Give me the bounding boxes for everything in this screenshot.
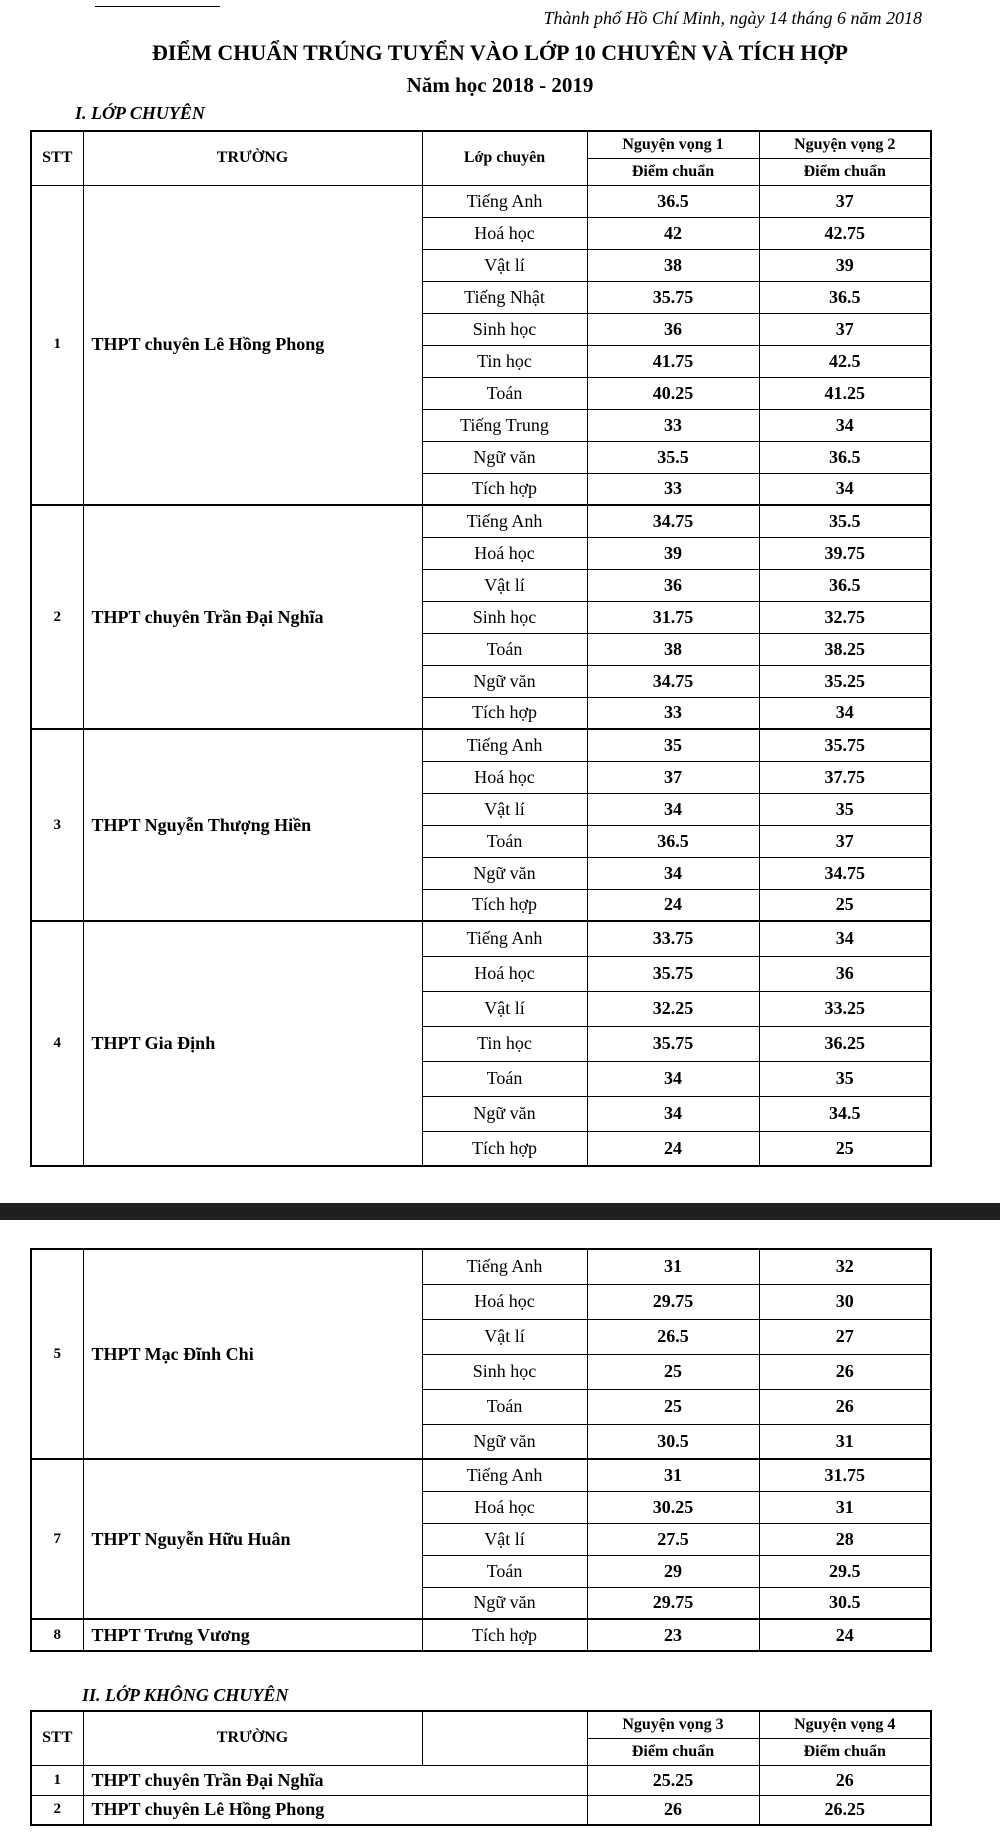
- class-name: Tiếng Anh: [422, 505, 587, 537]
- score-nv2: 25: [759, 889, 931, 921]
- col-nv4-header: Nguyện vọng 4: [759, 1711, 931, 1738]
- class-name: Sinh học: [422, 313, 587, 345]
- school-name: THPT Gia Định: [83, 921, 422, 1166]
- class-name: Tích hợp: [422, 1619, 587, 1651]
- school-name: THPT Nguyễn Thượng Hiền: [83, 729, 422, 921]
- score-nv2: 36: [759, 956, 931, 991]
- score-nv1: 36.5: [587, 185, 759, 217]
- score-nv2: 37: [759, 825, 931, 857]
- score-nv2: 27: [759, 1319, 931, 1354]
- class-name: Sinh học: [422, 601, 587, 633]
- score-nv2: 25: [759, 1131, 931, 1166]
- score-nv2: 26: [759, 1389, 931, 1424]
- school-stt: 2: [31, 1795, 83, 1825]
- class-name: Toán: [422, 1389, 587, 1424]
- class-name: Tiếng Anh: [422, 1459, 587, 1491]
- score-nv1: 35.75: [587, 281, 759, 313]
- score-nv1: 39: [587, 537, 759, 569]
- score-nv2: 34: [759, 473, 931, 505]
- class-name: Tiếng Anh: [422, 729, 587, 761]
- table-lop-chuyen-continued: [30, 1248, 932, 1652]
- table-body-page-2: [31, 1249, 931, 1651]
- class-name: Tiếng Anh: [422, 921, 587, 956]
- col-nv3-score-header: Điểm chuẩn: [587, 1738, 759, 1765]
- score-nv2: 34.75: [759, 857, 931, 889]
- score-nv2: 35: [759, 793, 931, 825]
- score-nv1: 30.25: [587, 1491, 759, 1523]
- table-row: [31, 921, 931, 956]
- score-nv1: 34: [587, 793, 759, 825]
- class-name: Toán: [422, 825, 587, 857]
- class-name: Tích hợp: [422, 1131, 587, 1166]
- score-nv2: 41.25: [759, 377, 931, 409]
- score-nv2: 35.5: [759, 505, 931, 537]
- col-nv2-header: Nguyện vọng 2: [759, 131, 931, 158]
- score-nv3: 26: [587, 1795, 759, 1825]
- score-nv2: 35.25: [759, 665, 931, 697]
- class-name: Hoá học: [422, 1491, 587, 1523]
- class-name: Ngữ văn: [422, 1096, 587, 1131]
- score-nv2: 36.5: [759, 281, 931, 313]
- school-name: THPT chuyên Lê Hồng Phong: [83, 185, 422, 505]
- class-name: Tiếng Trung: [422, 409, 587, 441]
- school-name: THPT Mạc Đĩnh Chi: [83, 1249, 422, 1459]
- score-nv2: 32: [759, 1249, 931, 1284]
- class-name: Hoá học: [422, 956, 587, 991]
- table-row: [31, 1619, 931, 1651]
- score-nv1: 29.75: [587, 1284, 759, 1319]
- score-nv1: 23: [587, 1619, 759, 1651]
- school-name: THPT Nguyễn Hữu Huân: [83, 1459, 422, 1619]
- score-nv1: 35.75: [587, 956, 759, 991]
- document-title: ĐIỂM CHUẨN TRÚNG TUYỂN VÀO LỚP 10 CHUYÊN VÀ TÍCH HỢP: [152, 40, 848, 65]
- score-nv1: 29.75: [587, 1587, 759, 1619]
- score-nv1: 35.75: [587, 1026, 759, 1061]
- class-name: Vật lí: [422, 1523, 587, 1555]
- class-name: Toán: [422, 1061, 587, 1096]
- score-nv2: 35: [759, 1061, 931, 1096]
- score-nv2: 38.25: [759, 633, 931, 665]
- score-nv2: 32.75: [759, 601, 931, 633]
- class-name: Ngữ văn: [422, 1587, 587, 1619]
- school-stt: 2: [31, 505, 83, 729]
- score-nv2: 37: [759, 313, 931, 345]
- score-nv1: 36: [587, 313, 759, 345]
- score-nv2: 39.75: [759, 537, 931, 569]
- school-name: THPT Trưng Vương: [83, 1619, 422, 1651]
- class-name: Toán: [422, 1555, 587, 1587]
- page-separator: [0, 1203, 1000, 1220]
- class-name: Tin học: [422, 345, 587, 377]
- score-nv3: 25.25: [587, 1765, 759, 1795]
- score-nv1: 30.5: [587, 1424, 759, 1459]
- col-nv3-header: Nguyện vọng 3: [587, 1711, 759, 1738]
- score-nv2: 36.5: [759, 569, 931, 601]
- class-name: Ngữ văn: [422, 1424, 587, 1459]
- score-nv2: 37.75: [759, 761, 931, 793]
- score-nv1: 42: [587, 217, 759, 249]
- score-nv2: 31.75: [759, 1459, 931, 1491]
- class-name: Vật lí: [422, 569, 587, 601]
- score-nv1: 35: [587, 729, 759, 761]
- score-nv2: 37: [759, 185, 931, 217]
- score-nv1: 32.25: [587, 991, 759, 1026]
- score-nv2: 30.5: [759, 1587, 931, 1619]
- score-nv1: 40.25: [587, 377, 759, 409]
- score-nv1: 25: [587, 1354, 759, 1389]
- score-nv1: 31: [587, 1459, 759, 1491]
- table-row: [31, 729, 931, 761]
- score-nv2: 34.5: [759, 1096, 931, 1131]
- score-nv4: 26: [759, 1765, 931, 1795]
- score-nv1: 35.5: [587, 441, 759, 473]
- class-name: Tích hợp: [422, 697, 587, 729]
- class-name: Hoá học: [422, 537, 587, 569]
- class-name: Hoá học: [422, 1284, 587, 1319]
- score-nv2: 30: [759, 1284, 931, 1319]
- score-nv1: 38: [587, 633, 759, 665]
- score-nv1: 36: [587, 569, 759, 601]
- score-nv2: 28: [759, 1523, 931, 1555]
- page-2: [0, 1220, 1000, 1840]
- class-name: Ngữ văn: [422, 665, 587, 697]
- class-name: Tích hợp: [422, 889, 587, 921]
- table-row: [31, 505, 931, 537]
- score-nv1: 31: [587, 1249, 759, 1284]
- section-1-heading: I. LỚP CHUYÊN: [75, 103, 205, 123]
- table-body-page-1: [31, 185, 931, 1166]
- table-lop-chuyen: [30, 130, 932, 1167]
- score-nv2: 34: [759, 409, 931, 441]
- col-nv1-score-header: Điểm chuẩn: [587, 158, 759, 185]
- score-nv4: 26.25: [759, 1795, 931, 1825]
- score-nv2: 39: [759, 249, 931, 281]
- score-nv1: 27.5: [587, 1523, 759, 1555]
- score-nv1: 29: [587, 1555, 759, 1587]
- score-nv2: 42.5: [759, 345, 931, 377]
- score-nv1: 33.75: [587, 921, 759, 956]
- score-nv2: 35.75: [759, 729, 931, 761]
- table-body-khong-chuyen: [31, 1765, 931, 1825]
- score-nv1: 33: [587, 473, 759, 505]
- school-stt: 8: [31, 1619, 83, 1651]
- class-name: Tích hợp: [422, 473, 587, 505]
- school-stt: 7: [31, 1459, 83, 1619]
- date-line: Thành phố Hồ Chí Minh, ngày 14 tháng 6 năm 2018: [543, 8, 922, 28]
- table-row: [31, 1249, 931, 1284]
- school-stt: 3: [31, 729, 83, 921]
- score-nv1: 33: [587, 409, 759, 441]
- col-nv2-score-header: Điểm chuẩn: [759, 158, 931, 185]
- score-nv1: 36.5: [587, 825, 759, 857]
- score-nv1: 24: [587, 889, 759, 921]
- score-nv1: 34: [587, 1096, 759, 1131]
- score-nv1: 37: [587, 761, 759, 793]
- table-row: [31, 1795, 931, 1825]
- section-2-heading: II. LỚP KHÔNG CHUYÊN: [82, 1685, 289, 1705]
- school-stt: 1: [31, 1765, 83, 1795]
- class-name: Tiếng Nhật: [422, 281, 587, 313]
- table-row: [31, 1765, 931, 1795]
- school-name: THPT chuyên Trần Đại Nghĩa: [83, 505, 422, 729]
- class-name: Ngữ văn: [422, 441, 587, 473]
- score-nv2: 26: [759, 1354, 931, 1389]
- class-name: Vật lí: [422, 991, 587, 1026]
- school-name: THPT chuyên Lê Hồng Phong: [83, 1795, 587, 1825]
- score-nv1: 38: [587, 249, 759, 281]
- col-stt-header: STT: [31, 1711, 83, 1765]
- class-name: Tin học: [422, 1026, 587, 1061]
- score-nv2: 31: [759, 1424, 931, 1459]
- score-nv2: 36.5: [759, 441, 931, 473]
- col-school-header: TRƯỜNG: [83, 131, 422, 185]
- header-rule: [95, 6, 220, 7]
- score-nv1: 34: [587, 1061, 759, 1096]
- table-lop-khong-chuyen: [30, 1710, 932, 1826]
- score-nv2: 31: [759, 1491, 931, 1523]
- col-nv4-score-header: Điểm chuẩn: [759, 1738, 931, 1765]
- col-empty-header: [422, 1711, 587, 1765]
- score-nv1: 31.75: [587, 601, 759, 633]
- score-nv1: 34.75: [587, 665, 759, 697]
- score-nv1: 33: [587, 697, 759, 729]
- score-nv1: 34.75: [587, 505, 759, 537]
- class-name: Vật lí: [422, 793, 587, 825]
- school-stt: 4: [31, 921, 83, 1166]
- class-name: Tiếng Anh: [422, 185, 587, 217]
- col-nv1-header: Nguyện vọng 1: [587, 131, 759, 158]
- score-nv2: 36.25: [759, 1026, 931, 1061]
- class-name: Ngữ văn: [422, 857, 587, 889]
- score-nv2: 42.75: [759, 217, 931, 249]
- col-class-header: Lớp chuyên: [422, 131, 587, 185]
- score-nv2: 29.5: [759, 1555, 931, 1587]
- table-row: [31, 185, 931, 217]
- score-nv1: 34: [587, 857, 759, 889]
- score-nv1: 41.75: [587, 345, 759, 377]
- score-nv1: 24: [587, 1131, 759, 1166]
- table-row: [31, 1459, 931, 1491]
- class-name: Tiếng Anh: [422, 1249, 587, 1284]
- score-nv1: 26.5: [587, 1319, 759, 1354]
- school-stt: 5: [31, 1249, 83, 1459]
- score-nv1: 25: [587, 1389, 759, 1424]
- score-nv2: 24: [759, 1619, 931, 1651]
- document-subtitle: Năm học 2018 - 2019: [406, 73, 594, 97]
- class-name: Hoá học: [422, 761, 587, 793]
- class-name: Toán: [422, 377, 587, 409]
- class-name: Hoá học: [422, 217, 587, 249]
- col-school-header: TRƯỜNG: [83, 1711, 422, 1765]
- class-name: Sinh học: [422, 1354, 587, 1389]
- class-name: Vật lí: [422, 1319, 587, 1354]
- score-nv2: 34: [759, 697, 931, 729]
- school-name: THPT chuyên Trần Đại Nghĩa: [83, 1765, 587, 1795]
- score-nv2: 33.25: [759, 991, 931, 1026]
- school-stt: 1: [31, 185, 83, 505]
- score-nv2: 34: [759, 921, 931, 956]
- class-name: Toán: [422, 633, 587, 665]
- class-name: Vật lí: [422, 249, 587, 281]
- col-stt-header: STT: [31, 131, 83, 185]
